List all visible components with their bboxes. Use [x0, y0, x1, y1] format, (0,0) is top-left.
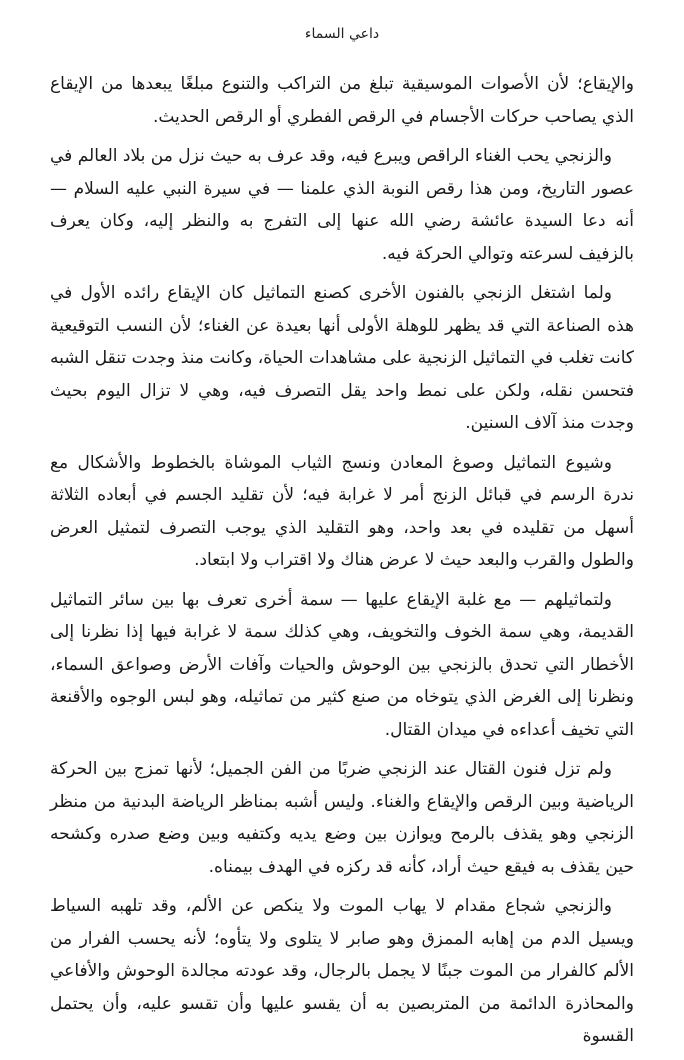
paragraph: والإيقاع؛ لأن الأصوات الموسيقية تبلغ من التراكب والتنوع مبلغًا يبعدها من الإيقاع الذي يصاحب حركات الأجسام في الرقص الفطري أو الرقص الحديث. — [50, 74, 634, 127]
paragraph: وشيوع التماثيل وصوغ المعادن ونسج الثياب الموشاة بالخطوط والأشكال مع ندرة الرسم في قبائل الزنج أمر لا غرابة فيه؛ لأن تقليد الجسم في أبعاده الثلاثة أسهل من تقليده في بعد واحد، وهو التقليد الذي يوجب التصرف لتمثيل العرض والطول والقرب والبعد حيث لا عرض هناك ولا اقتراب ولا ابتعاد. — [50, 452, 634, 570]
paragraph: ولم تزل فنون القتال عند الزنجي ضربًا من الفن الجميل؛ لأنها تمزج بين الحركة الرياضية وبين الرقص والإيقاع والغناء. وليس أشبه بمناظر الرياضة البدنية من منظر الزنجي وهو يقذف بالرمح ويوازن بين وضع يديه وكتفيه وبين وضع صدره وكشحه حين يقذف به فيقع حيث أراد، كأنه قد ركزه في الهدف بيمناه. — [50, 759, 634, 877]
body-text — [50, 68, 634, 1060]
paragraph: والزنجي يحب الغناء الراقص ويبرع فيه، وقد عرف به حيث نزل من بلاد العالم في عصور التاريخ، ومن هذا رقص النوبة الذي علمنا — في سيرة النبي عليه السلام — أنه دعا السيدة عائشة رضي الله عنها إلى التفرج به والنظر إليه، وكان يعرف بالزفيف لسرعته وتوالي الحركة فيه. — [50, 146, 634, 264]
paragraph: والزنجي شجاع مقدام لا يهاب الموت ولا ينكص عن الألم، وقد تلهبه السياط ويسيل الدم من إهابه الممزق وهو صابر لا يتلوى ولا يتأوه؛ لأنه يحسب الفرار من الألم كالفرار من الموت جبنًا لا يجمل بالرجال، وقد عودته مجالدة الوحوش والأفاعي والمحاذرة الدائمة من المتربصين به أن يقسو عليها وأن تقسو عليه، وأن يحتمل القسوة — [50, 896, 634, 1046]
running-header: داعي السماء — [304, 26, 380, 42]
paragraph: ولتماثيلهم — مع غلبة الإيقاع عليها — سمة أخرى تعرف بها بين سائر التماثيل القديمة، وهي سمة الخوف والتخويف، وهي كذلك سمة لا غرابة فيها إذا نظرنا إلى الأخطار التي تحدق بالزنجي بين الوحوش والحيات وآفات الأرض وصواعق السماء، ونظرنا إلى الغرض الذي يتوخاه من صنع كثير من تماثيله، وهو لبس الوجوه والأقنعة التي تخيف أعداءه في ميدان القتال. — [50, 589, 634, 740]
paragraph: ولما اشتغل الزنجي بالفنون الأخرى كصنع التماثيل كان الإيقاع رائده الأول في هذه الصناعة التي قد يظهر للوهلة الأولى أنها بعيدة عن الغناء؛ لأن النسب التوقيعية كانت تغلب في التماثيل الزنجية على مشاهدات الحياة، وكانت منذ وجدت تنقل الشبه فتحسن نقله، ولكن على نمط واحد يقل التصرف فيه، وهي لا تزال اليوم بحيث وجدت منذ آلاف السنين. — [50, 283, 634, 433]
